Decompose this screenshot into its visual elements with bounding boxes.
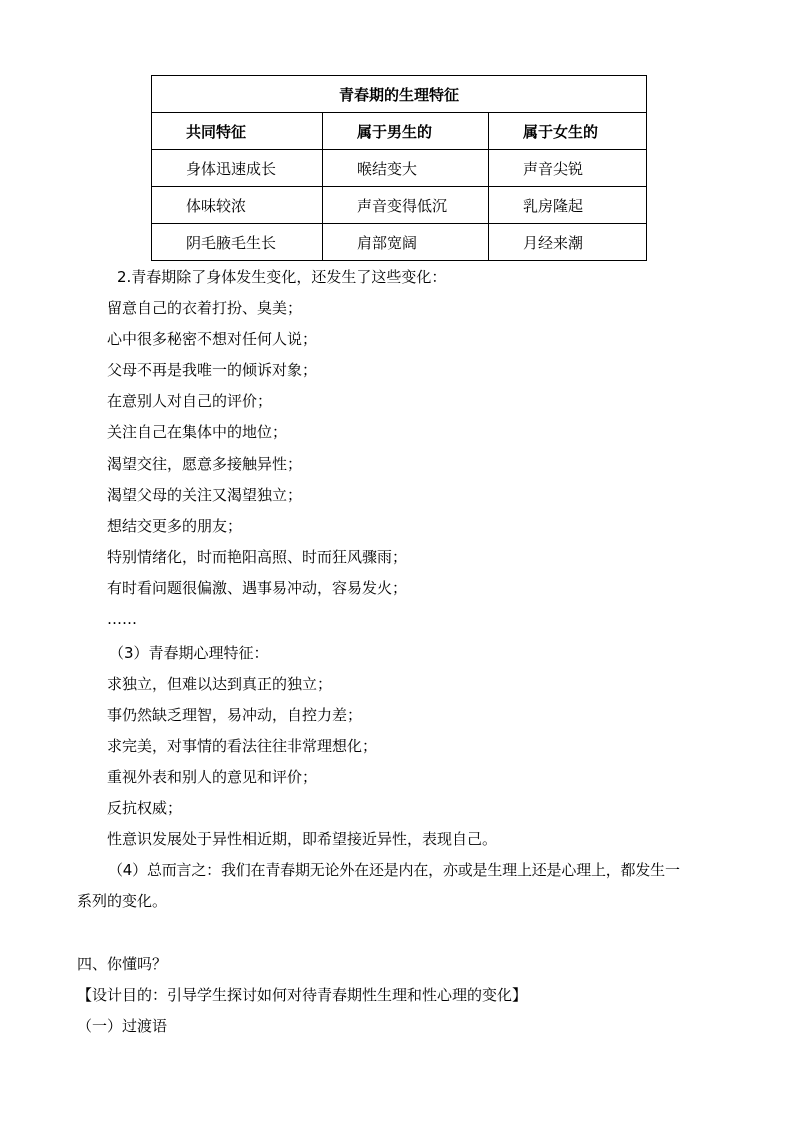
table-row bbox=[152, 187, 647, 224]
table-title: 青春期的生理特征 bbox=[152, 76, 647, 113]
column-header: 共同特征 bbox=[152, 113, 323, 150]
list-item: 渴望交往，愿意多接触异性； bbox=[107, 455, 303, 473]
list-item: 求独立，但难以达到真正的独立； bbox=[107, 675, 333, 693]
table-cell: 月经来潮 bbox=[489, 224, 647, 261]
list-item: 在意别人对自己的评价； bbox=[107, 392, 273, 410]
table-cell: 声音变得低沉 bbox=[323, 187, 489, 224]
column-header: 属于女生的 bbox=[489, 113, 647, 150]
list-item: 重视外表和别人的意见和评价； bbox=[107, 768, 318, 786]
table-cell: 阴毛腋毛生长 bbox=[152, 224, 323, 261]
part4-heading: 四、你懂吗？ bbox=[77, 955, 168, 973]
list-item: 渴望父母的关注又渴望独立； bbox=[107, 486, 303, 504]
table-cell: 乳房隆起 bbox=[489, 187, 647, 224]
list-item: 反抗权威； bbox=[107, 799, 183, 817]
list-item: 性意识发展处于异性相近期，即希望接近异性，表现自己。 bbox=[107, 830, 498, 848]
list-item: 心中很多秘密不想对任何人说； bbox=[107, 330, 318, 348]
table-header-row bbox=[152, 113, 647, 150]
table-row bbox=[152, 150, 647, 187]
list-item: 父母不再是我唯一的倾诉对象； bbox=[107, 361, 318, 379]
column-header: 属于男生的 bbox=[323, 113, 489, 150]
list-item: 特别情绪化，时而艳阳高照、时而狂风骤雨； bbox=[107, 548, 408, 566]
summary-line-continued: 系列的变化。 bbox=[77, 892, 168, 910]
list-item: 求完美，对事情的看法往往非常理想化； bbox=[107, 737, 378, 755]
table-row bbox=[152, 224, 647, 261]
design-purpose: 【设计目的：引导学生探讨如何对待青春期性生理和性心理的变化】 bbox=[77, 986, 528, 1004]
summary-line: （4）总而言之：我们在青春期无论外在还是内在，亦或是生理上还是心理上，都发生一 bbox=[108, 861, 680, 879]
table-cell: 体味较浓 bbox=[152, 187, 323, 224]
physiological-traits-table bbox=[151, 75, 647, 261]
table-cell: 喉结变大 bbox=[323, 150, 489, 187]
list-item: 想结交更多的朋友； bbox=[107, 517, 243, 535]
list-item: 留意自己的衣着打扮、臭美； bbox=[107, 299, 303, 317]
section3-intro: （3）青春期心理特征： bbox=[109, 644, 269, 662]
list-item: 关注自己在集体中的地位； bbox=[107, 423, 288, 441]
table-cell: 身体迅速成长 bbox=[152, 150, 323, 187]
list-item: 有时看问题很偏激、遇事易冲动，容易发火； bbox=[107, 579, 408, 597]
section2-intro: 2.青春期除了身体发生变化，还发生了这些变化： bbox=[117, 268, 447, 286]
subsection-heading: （一）过渡语 bbox=[77, 1017, 168, 1035]
ellipsis: …… bbox=[107, 610, 137, 628]
table-cell: 肩部宽阔 bbox=[323, 224, 489, 261]
list-item: 事仍然缺乏理智，易冲动，自控力差； bbox=[107, 706, 363, 724]
table-cell: 声音尖锐 bbox=[489, 150, 647, 187]
